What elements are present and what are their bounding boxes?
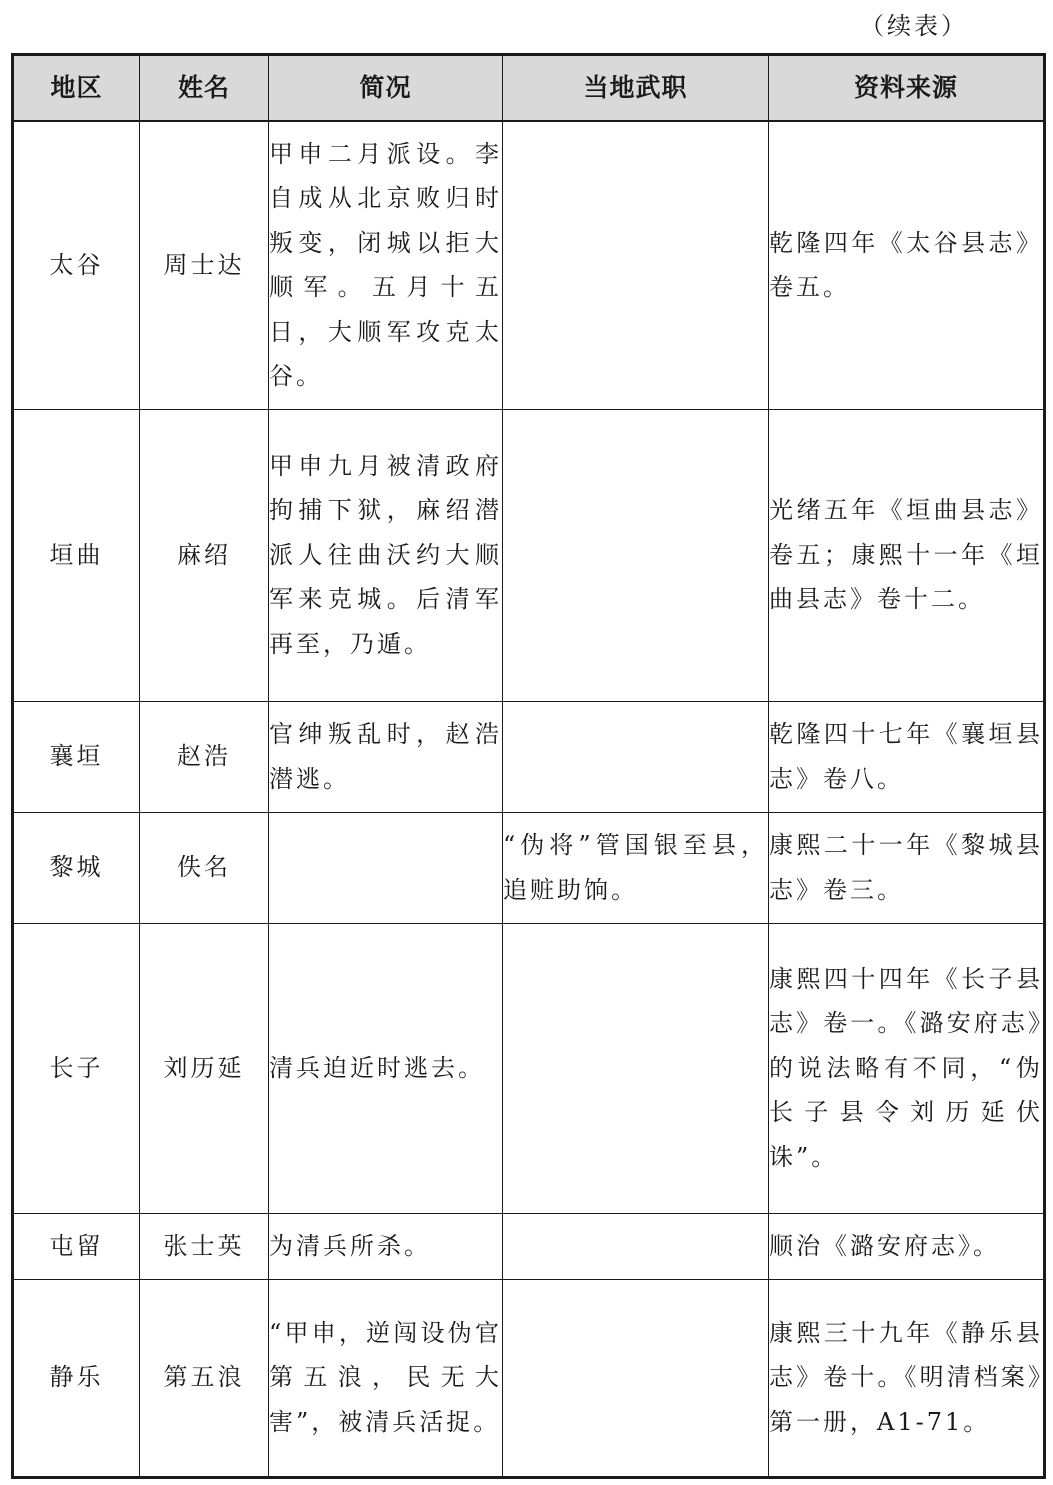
cell-source: 顺治《潞安府志》。 <box>769 1213 1045 1279</box>
cell-summary: 为清兵所杀。 <box>269 1213 503 1279</box>
cell-region: 垣曲 <box>13 409 140 701</box>
cell-source: 康熙四十四年《长子县志》卷一。《潞安府志》的说法略有不同，“伪长子县令刘历延伏诛”。 <box>769 923 1045 1213</box>
cell-region: 屯留 <box>13 1213 140 1279</box>
cell-local-post: “伪将”管国银至县，追赃助饷。 <box>503 812 769 923</box>
cell-name: 张士英 <box>140 1213 269 1279</box>
table-row <box>13 121 1045 409</box>
cell-summary: 甲申九月被清政府拘捕下狱，麻绍潜派人往曲沃约大顺军来克城。后清军再至，乃遁。 <box>269 409 503 701</box>
cell-region: 黎城 <box>13 812 140 923</box>
table-row <box>13 1213 1045 1279</box>
cell-local-post <box>503 1279 769 1477</box>
cell-name: 佚名 <box>140 812 269 923</box>
cell-summary <box>269 812 503 923</box>
cell-summary: 甲申二月派设。李自成从北京败归时叛变，闭城以拒大顺军。五月十五日，大顺军攻克太谷。 <box>269 121 503 409</box>
table-row <box>13 409 1045 701</box>
cell-name: 麻绍 <box>140 409 269 701</box>
cell-source: 乾隆四年《太谷县志》卷五。 <box>769 121 1045 409</box>
header-region: 地区 <box>13 55 140 122</box>
header-local-post: 当地武职 <box>503 55 769 122</box>
table-row <box>13 923 1045 1213</box>
cell-region: 太谷 <box>13 121 140 409</box>
cell-name: 刘历延 <box>140 923 269 1213</box>
table-header-row <box>13 55 1045 122</box>
header-summary: 简况 <box>269 55 503 122</box>
cell-source: 乾隆四十七年《襄垣县志》卷八。 <box>769 701 1045 812</box>
cell-region: 襄垣 <box>13 701 140 812</box>
cell-local-post <box>503 701 769 812</box>
cell-source: 康熙二十一年《黎城县志》卷三。 <box>769 812 1045 923</box>
officials-table <box>11 53 1046 1479</box>
cell-name: 赵浩 <box>140 701 269 812</box>
cell-local-post <box>503 923 769 1213</box>
header-source: 资料来源 <box>769 55 1045 122</box>
cell-region: 长子 <box>13 923 140 1213</box>
continued-table-label: （续表） <box>860 12 968 40</box>
cell-summary: 官绅叛乱时，赵浩潜逃。 <box>269 701 503 812</box>
cell-source: 光绪五年《垣曲县志》卷五；康熙十一年《垣曲县志》卷十二。 <box>769 409 1045 701</box>
cell-name: 周士达 <box>140 121 269 409</box>
cell-summary: 清兵迫近时逃去。 <box>269 923 503 1213</box>
header-name: 姓名 <box>140 55 269 122</box>
cell-region: 静乐 <box>13 1279 140 1477</box>
table-row <box>13 701 1045 812</box>
cell-source: 康熙三十九年《静乐县志》卷十。《明清档案》第一册，A1-71。 <box>769 1279 1045 1477</box>
cell-local-post <box>503 121 769 409</box>
cell-local-post <box>503 409 769 701</box>
cell-name: 第五浪 <box>140 1279 269 1477</box>
table-row <box>13 812 1045 923</box>
table-row <box>13 1279 1045 1477</box>
cell-summary: “甲申，逆闯设伪官第五浪，民无大害”，被清兵活捉。 <box>269 1279 503 1477</box>
cell-local-post <box>503 1213 769 1279</box>
